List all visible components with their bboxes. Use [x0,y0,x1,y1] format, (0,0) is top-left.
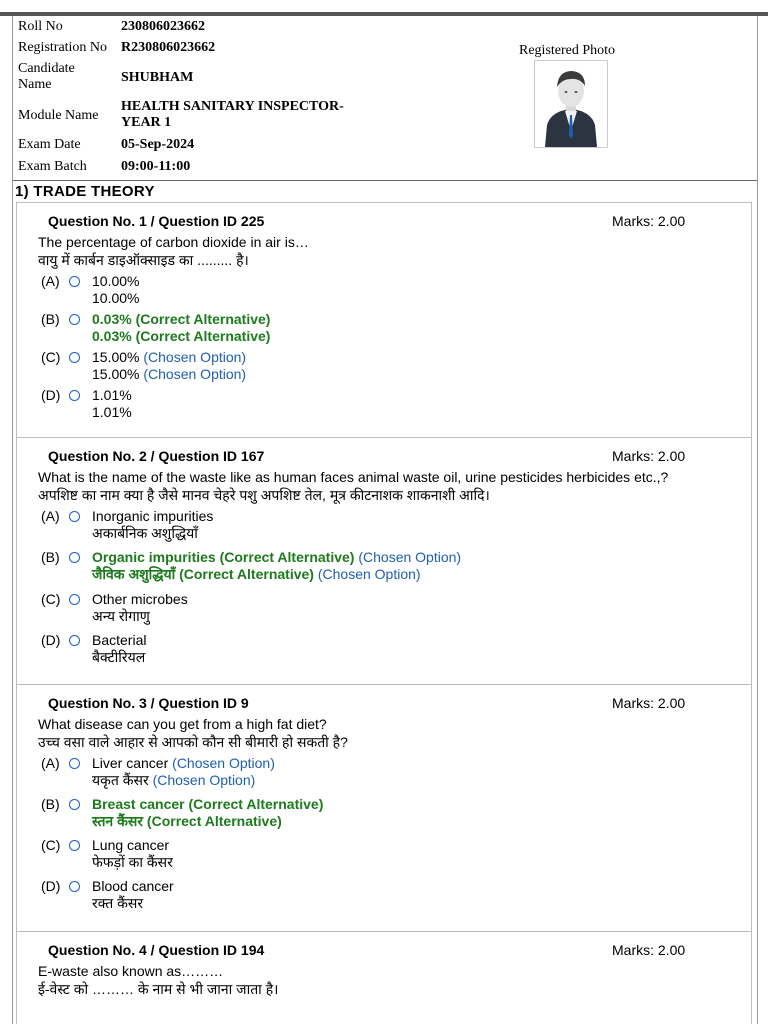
option-text-en: Blood cancer [92,878,174,894]
option-key: (D) [41,878,61,894]
chosen-option-tag: (Chosen Option) [143,349,247,365]
option-key: (A) [41,508,60,524]
option-text-en: Other microbes [92,591,188,607]
question-text-en: What disease can you get from a high fat diet? [38,716,327,732]
correct-alternative-tag: (Correct Alternative) [188,796,324,812]
question-marks: Marks: 2.00 [612,942,686,958]
radio-button-icon [69,840,80,851]
option-text-hi: 10.00% [92,290,140,306]
option-key: (D) [41,387,61,403]
option-text-hi: जैविक अशुद्धियाँ [92,566,176,582]
option-text-hi: यकृत कैंसर [92,772,149,788]
question-marks: Marks: 2.00 [612,448,686,464]
person-avatar-icon [535,61,607,147]
chosen-option-tag: (Chosen Option) [172,755,275,771]
radio-button-icon [69,758,80,769]
radio-button-icon [69,799,80,810]
question-heading: Question No. 3 / Question ID 9 [48,695,249,711]
option-key: (A) [41,755,60,771]
question-text-en: The percentage of carbon dioxide in air is… [38,234,309,250]
option-key: (B) [41,796,60,812]
correct-alternative-tag: (Correct Alternative) [146,813,282,829]
exam-date-label: Exam Date [18,137,81,152]
question-card-2 [16,437,752,685]
option-key: (B) [41,311,60,327]
question-card-4 [16,931,752,1024]
module-name-label: Module Name [18,108,99,123]
option-text-en: Organic impurities [92,549,216,565]
option-text-en: 10.00% [92,273,140,289]
radio-button-icon [69,552,80,563]
candidate-name-label: Candidate Name [18,61,75,92]
radio-button-icon [69,881,80,892]
exam-batch-label: Exam Batch [18,159,87,174]
question-text-hi: उच्च वसा वाले आहार से आपको कौन सी बीमारी हो सकती है? [38,734,348,750]
correct-alternative-tag: (Correct Alternative) [219,549,355,565]
option-text-hi: अकार्बनिक अशुद्धियाँ [92,525,198,541]
option-key: (C) [41,837,61,853]
question-text-hi: अपशिष्ट का नाम क्या है जैसे मानव चेहरे पशु अपशिष्ट तेल, मूत्र कीटनाशक शाकनाशी आदि। [38,487,490,503]
radio-button-icon [69,594,80,605]
question-text-hi: ई-वेस्ट को ……… के नाम से भी जाना जाता है। [38,981,279,997]
option-text-hi: स्तन कैंसर [92,813,144,829]
option-key: (D) [41,632,61,648]
option-text-en: 1.01% [92,387,132,403]
candidate-name-value: SHUBHAM [121,70,194,85]
radio-button-icon [69,314,80,325]
radio-button-icon [69,511,80,522]
option-text-hi: 15.00% [92,366,140,382]
question-text-hi: वायु में कार्बन डाइऑक्साइड का ......... है। [38,252,249,268]
question-text-en: What is the name of the waste like as human faces animal waste oil, urine pesticides herbicides etc.,? [38,469,669,485]
option-text-en: Lung cancer [92,837,170,853]
correct-alternative-tag: (Correct Alternative) [135,328,271,344]
chosen-option-tag: (Chosen Option) [152,772,256,788]
exam-batch-value: 09:00-11:00 [121,159,191,174]
question-heading: Question No. 4 / Question ID 194 [48,942,265,958]
question-marks: Marks: 2.00 [612,695,686,711]
option-text-hi: बैक्टीरियल [92,649,146,665]
correct-alternative-tag: (Correct Alternative) [179,566,314,582]
registration-no-label: Registration No [18,40,108,55]
radio-button-icon [69,276,80,287]
radio-button-icon [69,635,80,646]
chosen-option-tag: (Chosen Option) [317,566,421,582]
candidate-header [13,16,757,181]
option-text-en: Breast cancer [92,796,185,812]
option-text-hi: अन्य रोगाणु [92,608,150,624]
option-text-en: 0.03% [92,311,132,327]
option-key: (B) [41,549,60,565]
registered-photo [534,60,608,148]
option-text-hi: रक्त कैंसर [92,895,144,911]
option-text-en: Bacterial [92,632,147,648]
question-card-1 [16,202,752,438]
question-marks: Marks: 2.00 [612,213,686,229]
question-heading: Question No. 1 / Question ID 225 [48,213,265,229]
option-text-en: 15.00% [92,349,140,365]
option-key: (C) [41,349,61,365]
option-text-en: Liver cancer [92,755,169,771]
option-text-hi: 1.01% [92,404,132,420]
question-text-en: E-waste also known as……… [38,963,224,979]
roll-no-label: Roll No [18,19,63,34]
registered-photo-label: Registered Photo [519,43,616,58]
question-heading: Question No. 2 / Question ID 167 [48,448,265,464]
option-key: (A) [41,273,60,289]
chosen-option-tag: (Chosen Option) [358,549,462,565]
correct-alternative-tag: (Correct Alternative) [135,311,271,327]
exam-date-value: 05-Sep-2024 [121,137,195,152]
chosen-option-tag: (Chosen Option) [143,366,247,382]
option-text-hi: फेफड़ों का कैंसर [92,854,173,870]
answer-sheet [12,16,758,1024]
section-title: 1) TRADE THEORY [15,183,155,200]
question-card-3 [16,684,752,932]
roll-no-value: 230806023662 [121,19,205,34]
option-text-en: Inorganic impurities [92,508,214,524]
option-text-hi: 0.03% [92,328,132,344]
registration-no-value: R230806023662 [121,40,216,55]
radio-button-icon [69,390,80,401]
module-name-value: HEALTH SANITARY INSPECTOR-YEAR 1 [121,99,344,130]
radio-button-icon [69,352,80,363]
option-key: (C) [41,591,61,607]
